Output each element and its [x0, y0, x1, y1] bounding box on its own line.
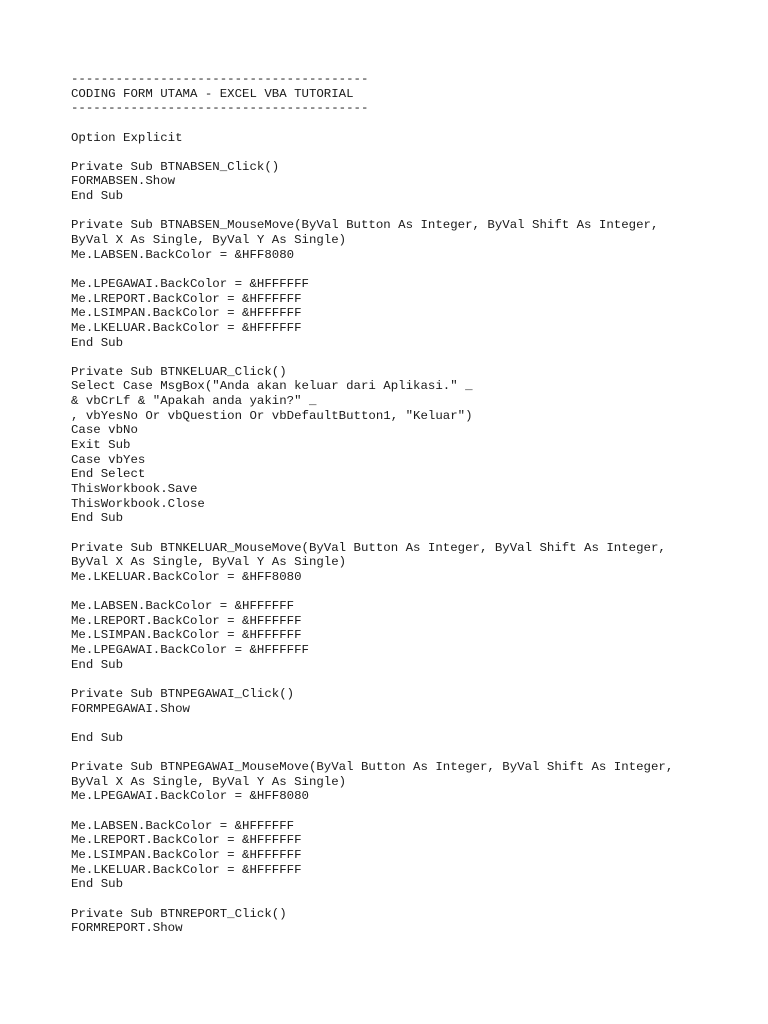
blank-line: [71, 892, 673, 907]
code-line: Select Case MsgBox("Anda akan keluar dari Aplikasi." _: [71, 379, 473, 394]
code-line: Me.LPEGAWAI.BackColor = &HFFFFFF: [71, 276, 309, 291]
code-line: Private Sub BTNPEGAWAI_Click(): [71, 686, 295, 701]
blank-line: [71, 716, 673, 731]
code-line: Exit Sub: [71, 438, 131, 453]
code-line: Me.LPEGAWAI.BackColor = &HFF8080: [71, 789, 309, 804]
code-line: Me.LABSEN.BackColor = &HFF8080: [71, 247, 295, 262]
code-line: End Sub: [71, 877, 124, 892]
blank-line: [71, 745, 673, 760]
code-line: ByVal X As Single, ByVal Y As Single): [71, 774, 347, 789]
code-line: End Sub: [71, 511, 124, 526]
code-line: ByVal X As Single, ByVal Y As Single): [71, 233, 347, 248]
code-line: End Select: [71, 467, 146, 482]
code-line: FORMPEGAWAI.Show: [71, 701, 190, 716]
code-line: ByVal X As Single, ByVal Y As Single): [71, 555, 347, 570]
code-line: End Sub: [71, 189, 124, 204]
code-line: FORMABSEN.Show: [71, 174, 176, 189]
code-line: End Sub: [71, 335, 124, 350]
code-line: Me.LKELUAR.BackColor = &HFFFFFF: [71, 320, 302, 335]
code-line: Me.LREPORT.BackColor = &HFFFFFF: [71, 291, 302, 306]
code-line: Private Sub BTNABSEN_Click(): [71, 159, 280, 174]
code-line: Me.LSIMPAN.BackColor = &HFFFFFF: [71, 306, 302, 321]
code-line: ----------------------------------------: [71, 72, 369, 86]
code-line: Me.LREPORT.BackColor = &HFFFFFF: [71, 833, 302, 848]
code-listing: [71, 72, 673, 936]
code-line: Me.LABSEN.BackColor = &HFFFFFF: [71, 599, 295, 614]
code-line: Private Sub BTNABSEN_MouseMove(ByVal Button As Integer, ByVal Shift As Integer,: [71, 218, 659, 233]
blank-line: [71, 526, 673, 541]
blank-line: [71, 350, 673, 365]
code-line: Case vbYes: [71, 452, 146, 467]
code-line: Me.LKELUAR.BackColor = &HFFFFFF: [71, 862, 302, 877]
code-line: ThisWorkbook.Close: [71, 496, 205, 511]
code-line: ----------------------------------------: [71, 101, 369, 116]
code-line: Me.LSIMPAN.BackColor = &HFFFFFF: [71, 847, 302, 862]
code-line: Private Sub BTNKELUAR_MouseMove(ByVal Button As Integer, ByVal Shift As Integer,: [71, 540, 666, 555]
code-line: Private Sub BTNKELUAR_Click(): [71, 364, 287, 379]
code-line: & vbCrLf & "Apakah anda yakin?" _: [71, 394, 317, 409]
code-line: Case vbNo: [71, 423, 138, 438]
code-line: ThisWorkbook.Save: [71, 481, 198, 496]
blank-line: [71, 804, 673, 819]
code-line: End Sub: [71, 657, 124, 672]
blank-line: [71, 116, 673, 131]
code-line: Private Sub BTNPEGAWAI_MouseMove(ByVal Button As Integer, ByVal Shift As Integer,: [71, 760, 674, 775]
blank-line: [71, 262, 673, 277]
code-line: Me.LPEGAWAI.BackColor = &HFFFFFF: [71, 642, 309, 657]
code-line: Option Explicit: [71, 130, 183, 145]
blank-line: [71, 584, 673, 599]
code-line: Private Sub BTNREPORT_Click(): [71, 906, 287, 921]
code-line: End Sub: [71, 730, 124, 745]
code-line: , vbYesNo Or vbQuestion Or vbDefaultButton1, "Keluar"): [71, 408, 473, 423]
code-line: Me.LABSEN.BackColor = &HFFFFFF: [71, 818, 295, 833]
code-line: FORMREPORT.Show: [71, 921, 183, 936]
blank-line: [71, 145, 673, 160]
code-line: Me.LREPORT.BackColor = &HFFFFFF: [71, 613, 302, 628]
blank-line: [71, 204, 673, 219]
blank-line: [71, 672, 673, 687]
code-line: Me.LKELUAR.BackColor = &HFF8080: [71, 569, 302, 584]
code-line: CODING FORM UTAMA - EXCEL VBA TUTORIAL: [71, 86, 354, 101]
code-line: Me.LSIMPAN.BackColor = &HFFFFFF: [71, 628, 302, 643]
